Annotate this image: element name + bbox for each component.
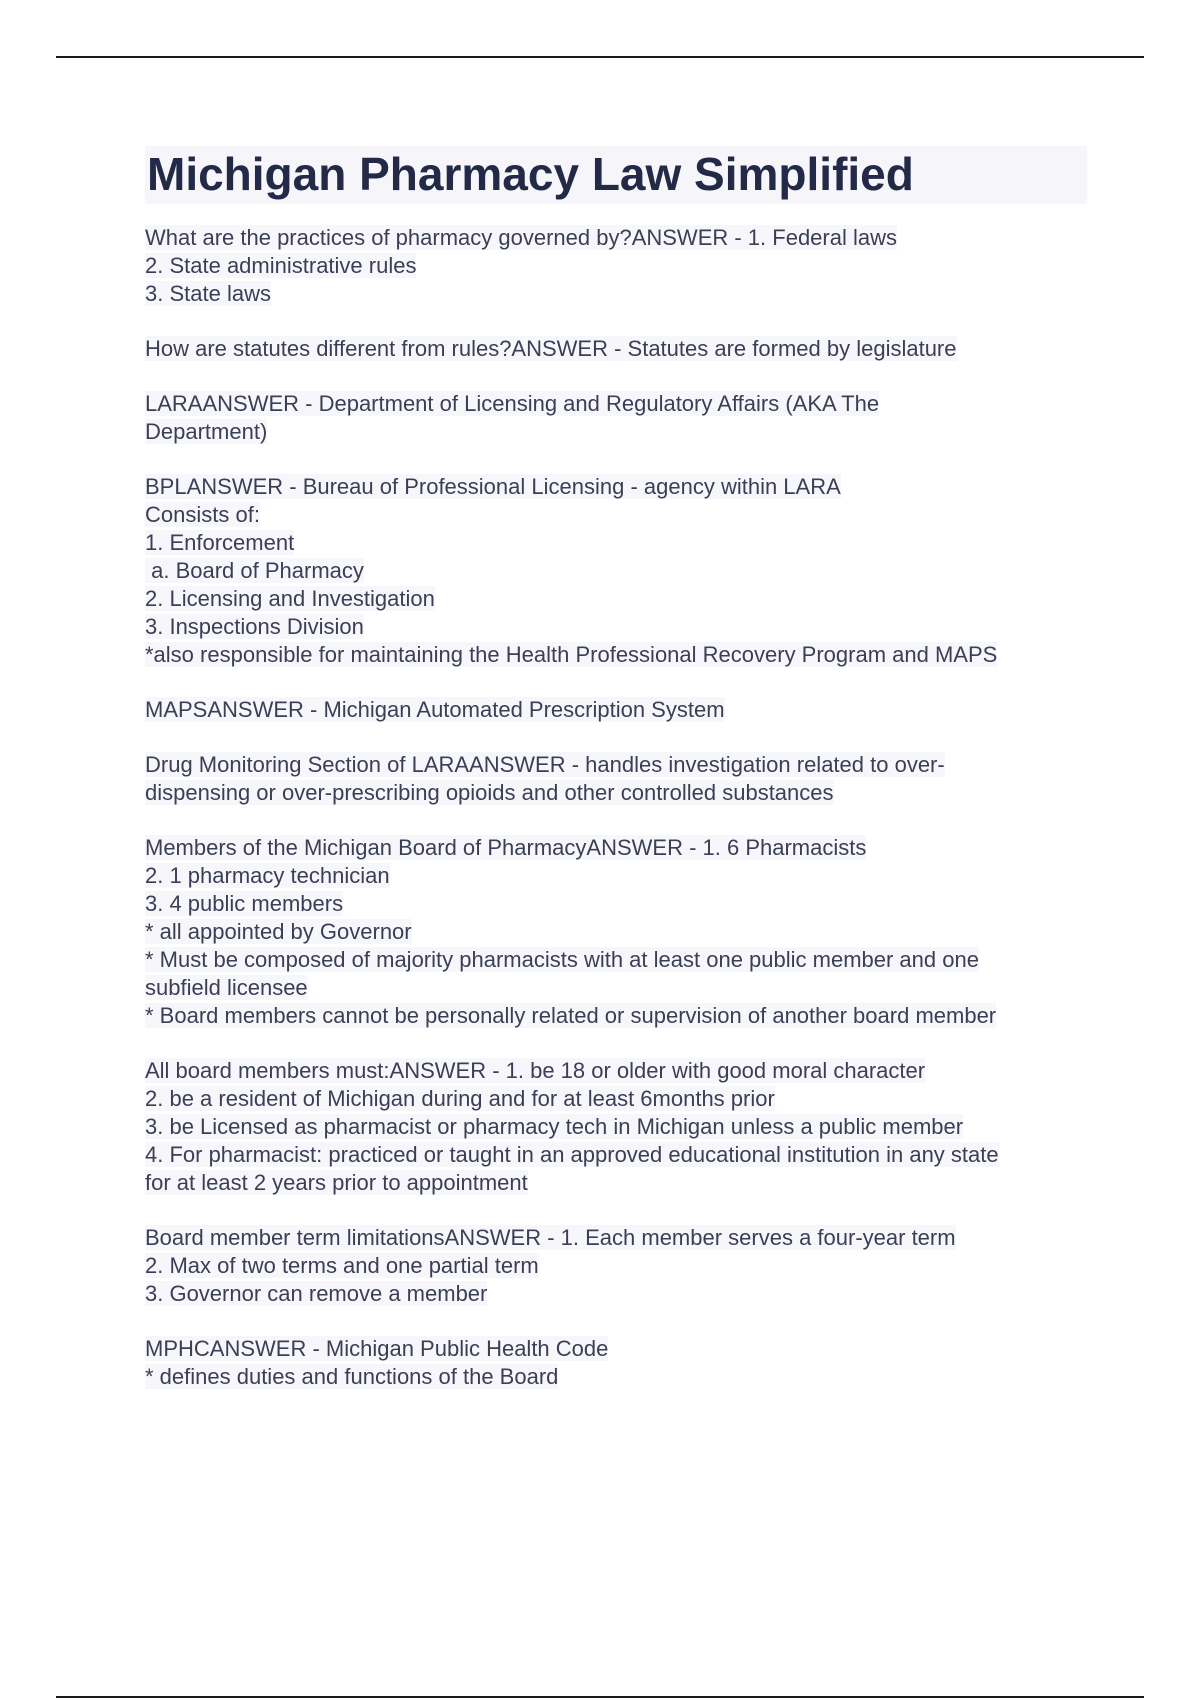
qa-line: 3. Governor can remove a member (145, 1281, 488, 1306)
qa-line: for at least 2 years prior to appointment (145, 1170, 528, 1195)
qa-entry (145, 1335, 1087, 1391)
qa-line: 2. State administrative rules (145, 253, 417, 278)
qa-line: 4. For pharmacist: practiced or taught in an approved educational institution in any state (145, 1142, 999, 1167)
top-rule (56, 56, 1144, 58)
document-title: Michigan Pharmacy Law Simplified (145, 146, 1087, 204)
qa-line: Board member term limitationsANSWER - 1. Each member serves a four-year term (145, 1225, 956, 1250)
qa-line: All board members must:ANSWER - 1. be 18 or older with good moral character (145, 1058, 926, 1083)
qa-line: * defines duties and functions of the Board (145, 1364, 559, 1389)
qa-line: MPHCANSWER - Michigan Public Health Code (145, 1336, 609, 1361)
qa-line: 2. Max of two terms and one partial term (145, 1253, 539, 1278)
qa-line: 2. be a resident of Michigan during and for at least 6months prior (145, 1086, 775, 1111)
qa-line: 3. 4 public members (145, 891, 344, 916)
qa-entry (145, 1224, 1087, 1308)
qa-line: *also responsible for maintaining the Health Professional Recovery Program and MAPS (145, 642, 998, 667)
qa-line: MAPSANSWER - Michigan Automated Prescription System (145, 697, 725, 722)
qa-line: Members of the Michigan Board of PharmacyANSWER - 1. 6 Pharmacists (145, 835, 867, 860)
qa-line: 2. 1 pharmacy technician (145, 863, 390, 888)
qa-line: Department) (145, 419, 268, 444)
qa-line: 2. Licensing and Investigation (145, 586, 435, 611)
qa-line: Drug Monitoring Section of LARAANSWER - handles investigation related to over- (145, 752, 945, 777)
qa-entry (145, 335, 1087, 363)
document-body (145, 146, 1087, 1391)
qa-line: 3. State laws (145, 281, 271, 306)
qa-entry (145, 696, 1087, 724)
qa-line: What are the practices of pharmacy governed by?ANSWER - 1. Federal laws (145, 225, 897, 250)
qa-line: BPLANSWER - Bureau of Professional Licensing - agency within LARA (145, 474, 841, 499)
bottom-rule (56, 1696, 1144, 1698)
qa-entry (145, 751, 1087, 807)
qa-line: * Must be composed of majority pharmacists with at least one public member and one (145, 947, 979, 972)
qa-line: dispensing or over-prescribing opioids and other controlled substances (145, 780, 834, 805)
qa-line: a. Board of Pharmacy (145, 558, 364, 583)
qa-line: Consists of: (145, 502, 260, 527)
qa-entry (145, 390, 1087, 446)
qa-line: LARAANSWER - Department of Licensing and Regulatory Affairs (AKA The (145, 391, 880, 416)
qa-entry (145, 224, 1087, 308)
qa-line: subfield licensee (145, 975, 308, 1000)
qa-line: 1. Enforcement (145, 530, 295, 555)
qa-line: 3. Inspections Division (145, 614, 364, 639)
qa-entry (145, 834, 1087, 1030)
qa-line: 3. be Licensed as pharmacist or pharmacy tech in Michigan unless a public member (145, 1114, 964, 1139)
qa-line: * all appointed by Governor (145, 919, 412, 944)
qa-entry (145, 473, 1087, 669)
qa-entry (145, 1057, 1087, 1197)
qa-line: * Board members cannot be personally related or supervision of another board member (145, 1003, 997, 1028)
qa-line: How are statutes different from rules?ANSWER - Statutes are formed by legislature (145, 336, 957, 361)
